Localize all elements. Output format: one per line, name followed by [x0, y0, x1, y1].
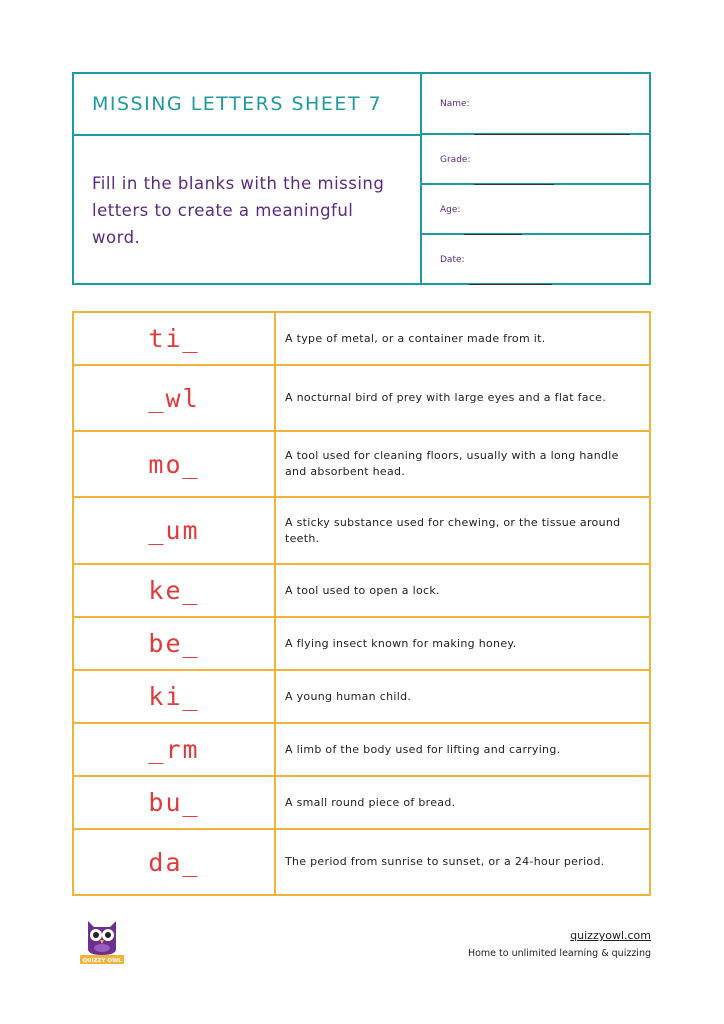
- student-info-panel: [422, 74, 649, 283]
- table-row: [73, 497, 650, 564]
- table-row: [73, 564, 650, 617]
- missing-word: be_: [73, 617, 275, 670]
- title-divider: [74, 134, 420, 136]
- age-label: Age:: [440, 205, 461, 215]
- missing-word: _um: [73, 497, 275, 564]
- instructions-text: Fill in the blanks with the missing letters to create a meaningful word.: [92, 174, 385, 247]
- word-clue: A flying insect known for making honey.: [275, 617, 650, 670]
- table-row: [73, 670, 650, 723]
- word-clue: A nocturnal bird of prey with large eyes and a flat face.: [275, 365, 650, 431]
- date-field: [422, 235, 649, 285]
- word-clue: A tool used to open a lock.: [275, 564, 650, 617]
- age-blank-line: [464, 224, 522, 235]
- footer-tagline: Home to unlimited learning & quizzing: [467, 948, 651, 959]
- word-clue: A young human child.: [275, 670, 650, 723]
- missing-word: _rm: [73, 723, 275, 776]
- sheet-title: MISSING LETTERS SHEET 7: [92, 93, 383, 115]
- date-label: Date:: [440, 255, 465, 265]
- word-clue: A tool used for cleaning floors, usually with a long handle and absorbent head.: [275, 431, 650, 497]
- table-row: [73, 312, 650, 365]
- missing-word: mo_: [73, 431, 275, 497]
- missing-word: bu_: [73, 776, 275, 829]
- header-left-panel: [74, 74, 422, 283]
- table-row: [73, 365, 650, 431]
- date-blank-line: [469, 274, 552, 285]
- word-clue: A limb of the body used for lifting and carrying.: [275, 723, 650, 776]
- missing-word: _wl: [73, 365, 275, 431]
- name-label: Name:: [440, 99, 470, 109]
- table-row: [73, 723, 650, 776]
- table-row: [73, 829, 650, 895]
- word-clue: The period from sunrise to sunset, or a 24-hour period.: [275, 829, 650, 895]
- missing-word: ki_: [73, 670, 275, 723]
- word-clue: A sticky substance used for chewing, or the tissue around teeth.: [275, 497, 650, 564]
- missing-word: ke_: [73, 564, 275, 617]
- name-blank-line: [474, 124, 630, 135]
- table-row: [73, 617, 650, 670]
- grade-field: [422, 135, 649, 185]
- word-clue: A type of metal, or a container made from it.: [275, 312, 650, 365]
- age-field: [422, 185, 649, 235]
- grade-blank-line: [474, 174, 554, 185]
- footer-site-link[interactable]: quizzyowl.com: [570, 929, 651, 942]
- missing-word: da_: [73, 829, 275, 895]
- quizzy-owl-logo: [80, 915, 124, 965]
- worksheet-header: [72, 72, 651, 285]
- table-row: [73, 776, 650, 829]
- missing-letters-table: [72, 311, 651, 896]
- table-row: [73, 431, 650, 497]
- name-field: [422, 74, 649, 135]
- missing-word: ti_: [73, 312, 275, 365]
- grade-label: Grade:: [440, 155, 471, 165]
- word-clue: A small round piece of bread.: [275, 776, 650, 829]
- svg-text:QUIZZY OWL: QUIZZY OWL: [82, 958, 122, 964]
